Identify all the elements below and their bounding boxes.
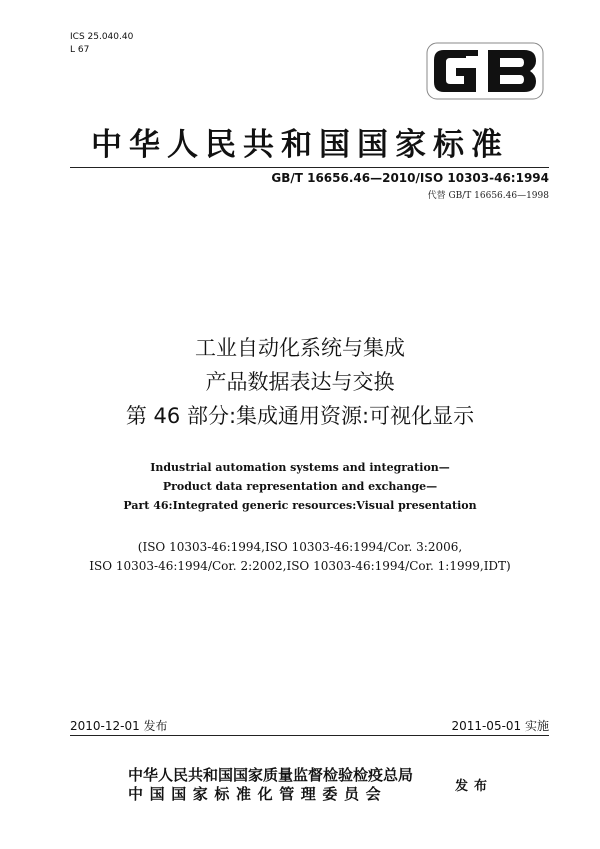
release-date: 2010-12-01 发布 — [70, 719, 168, 733]
english-title-line-1: Industrial automation systems and integration— — [150, 461, 450, 474]
publisher-line-2: 中国国家标准化管理委员会 — [128, 785, 388, 803]
english-title-line-2: Product data representation and exchange— — [162, 480, 438, 493]
chinese-title — [0, 331, 600, 433]
chinese-title-line-1: 工业自动化系统与集成 — [195, 336, 405, 360]
implementation-date: 2011-05-01 实施 — [451, 719, 549, 733]
standard-number: GB/T 16656.46—2010/ISO 10303-46:1994 — [271, 171, 549, 185]
english-title-line-3: Part 46:Integrated generic resources:Visual presentation — [123, 499, 477, 512]
iso-reference-line-1: (ISO 10303-46:1994,ISO 10303-46:1994/Cor. 3:2006, — [137, 540, 463, 554]
footer-divider — [70, 735, 549, 736]
replaces-standard: 代替 GB/T 16656.46—1998 — [427, 191, 549, 201]
iso-reference — [0, 538, 600, 576]
publish-label: 发布 — [455, 779, 494, 794]
ics-code: ICS 25.040.40 — [70, 32, 134, 42]
classification-codes — [70, 31, 133, 57]
chinese-title-line-2: 产品数据表达与交换 — [205, 370, 395, 394]
ccs-code: L 67 — [70, 45, 90, 55]
gb-logo — [426, 42, 544, 100]
english-title — [0, 458, 600, 515]
iso-reference-line-2: ISO 10303-46:1994/Cor. 2:2002,ISO 10303-46:1994/Cor. 1:1999,IDT) — [89, 559, 511, 573]
publishers — [128, 766, 413, 804]
chinese-title-line-3: 第 46 部分:集成通用资源:可视化显示 — [125, 404, 475, 428]
standard-category-title: 中华人民共和国国家标准 — [91, 127, 509, 163]
header-divider — [70, 167, 549, 168]
publisher-line-1: 中华人民共和国国家质量监督检验检疫总局 — [128, 766, 414, 784]
